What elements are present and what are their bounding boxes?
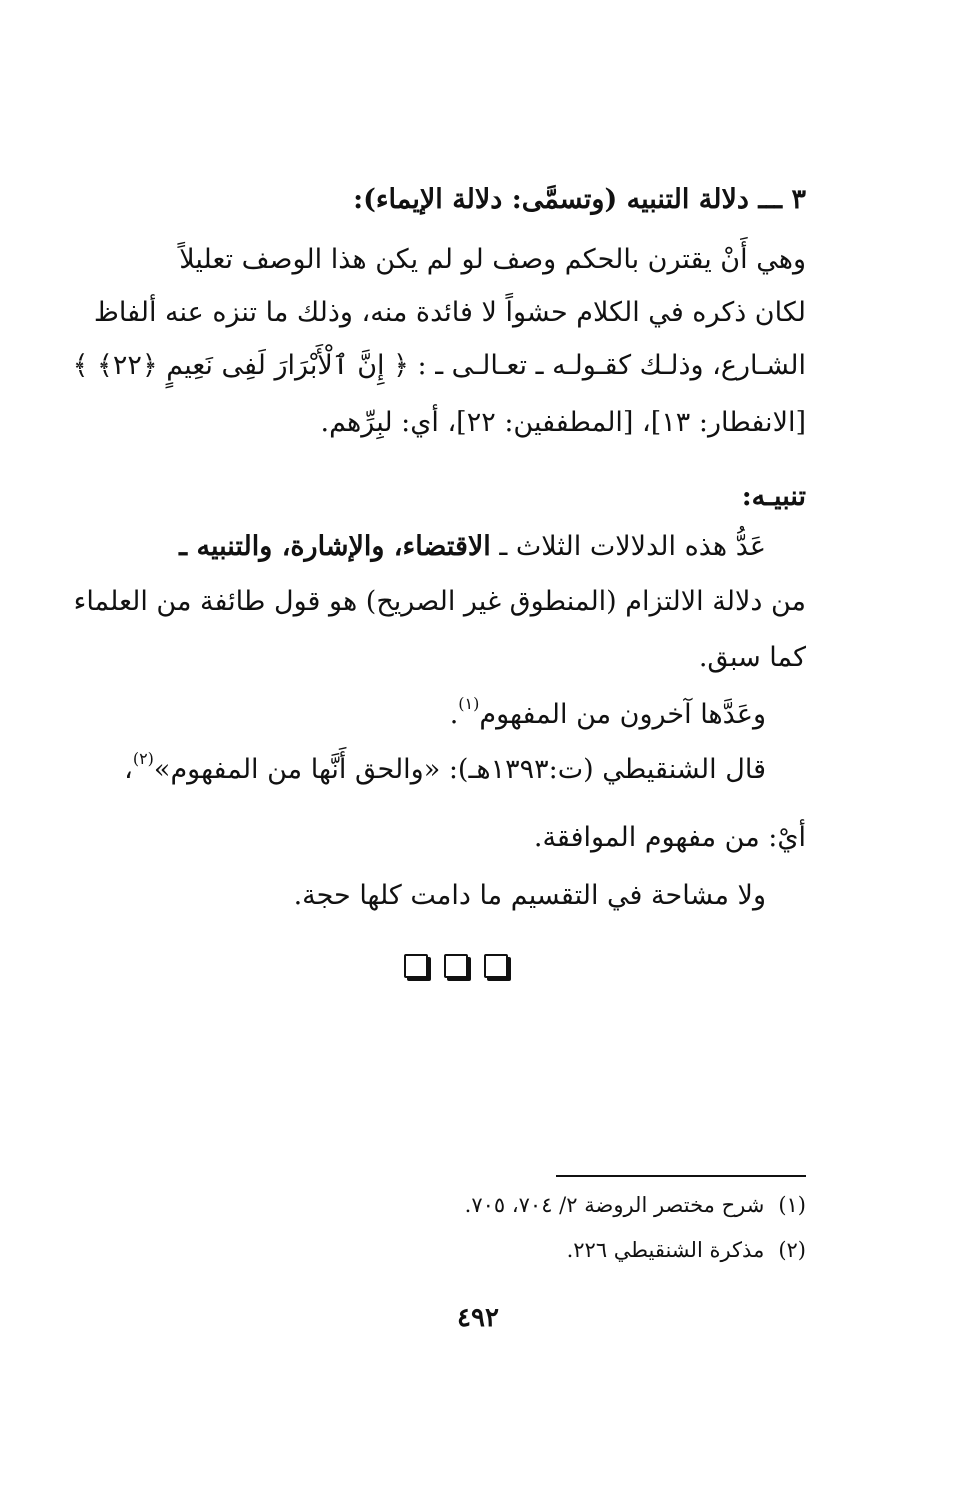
divider-square-icon [404, 954, 428, 978]
notice-line-6: أيْ: من مفهوم الموافقة. [533, 822, 806, 853]
notice-line-1 [146, 527, 806, 567]
notice-line-1-bold: الاقتضاء، والإشارة، والتنبيه ـ [179, 531, 491, 562]
footnote-separator [556, 1175, 806, 1177]
notice-line-2: من دلالة الالتزام (المنطوق غير الصريح) هو قول طائفة من العلماء [73, 586, 806, 617]
notice-line-5-end: ، [124, 754, 133, 785]
footnote-2-number: (٢) [778, 1238, 806, 1262]
notice-line-4-end: . [449, 699, 459, 730]
paragraph-line-1: وهي أَنْ يقترن بالحكم وصف لو لم يكن هذا الوصف تعليلاً [179, 244, 806, 275]
footnote-1 [146, 1190, 806, 1220]
paragraph-line-4: [الانفطار: ١٣]، [المطففين: ٢٢]، أي: لبِرِّهم. [320, 407, 806, 438]
paragraph-line-2: لكان ذكره في الكلام حشواً لا فائدة منه، وذلك ما تنزه عنه ألفاظ [93, 297, 806, 328]
notice-line-3: كما سبق. [698, 642, 806, 673]
notice-heading: تنبيـه: [741, 481, 806, 512]
notice-line-1-text: عَدُّ هذه الدلالات الثلاث ـ [499, 531, 766, 562]
notice-line-5-text: قال الشنقيطي (ت:١٣٩٣هـ): «والحق أَنَّها من المفهوم» [153, 754, 766, 785]
paragraph-line-3: الشـارع، وذلـك كقـولـه ـ تعـالـى ـ : ﴿ إِنَّ ٱلْأَبْرَارَ لَفِى نَعِيمٍ ﴿٢٢﴾ ﴾ [72, 350, 806, 381]
footnote-ref-1[interactable]: (١) [458, 694, 480, 713]
footnote-2 [146, 1235, 806, 1265]
footnote-ref-2[interactable]: (٢) [132, 749, 154, 768]
notice-line-4-text: وعَدَّها آخرون من المفهوم [479, 699, 766, 730]
divider-square-icon [484, 954, 508, 978]
notice-line-7: ولا مشاحة في التقسيم ما دامت كلها حجة. [293, 880, 766, 911]
footnote-1-number: (١) [778, 1193, 806, 1217]
section-heading-number: ٣ ـــ [758, 184, 806, 215]
notice-line-5 [124, 749, 766, 790]
section-divider [404, 954, 508, 986]
section-heading-text: دلالة التنبيه (وتسمَّى: دلالة الإيماء): [353, 184, 749, 215]
notice-line-4 [146, 695, 766, 735]
footnote-1-text: شرح مختصر الروضة ٢/ ٧٠٤، ٧٠٥. [464, 1193, 765, 1217]
page-number: ٤٩٢ [457, 1303, 499, 1333]
section-heading [146, 180, 806, 220]
divider-square-icon [444, 954, 468, 978]
footnote-2-text: مذكرة الشنقيطي ٢٢٦. [566, 1238, 765, 1262]
